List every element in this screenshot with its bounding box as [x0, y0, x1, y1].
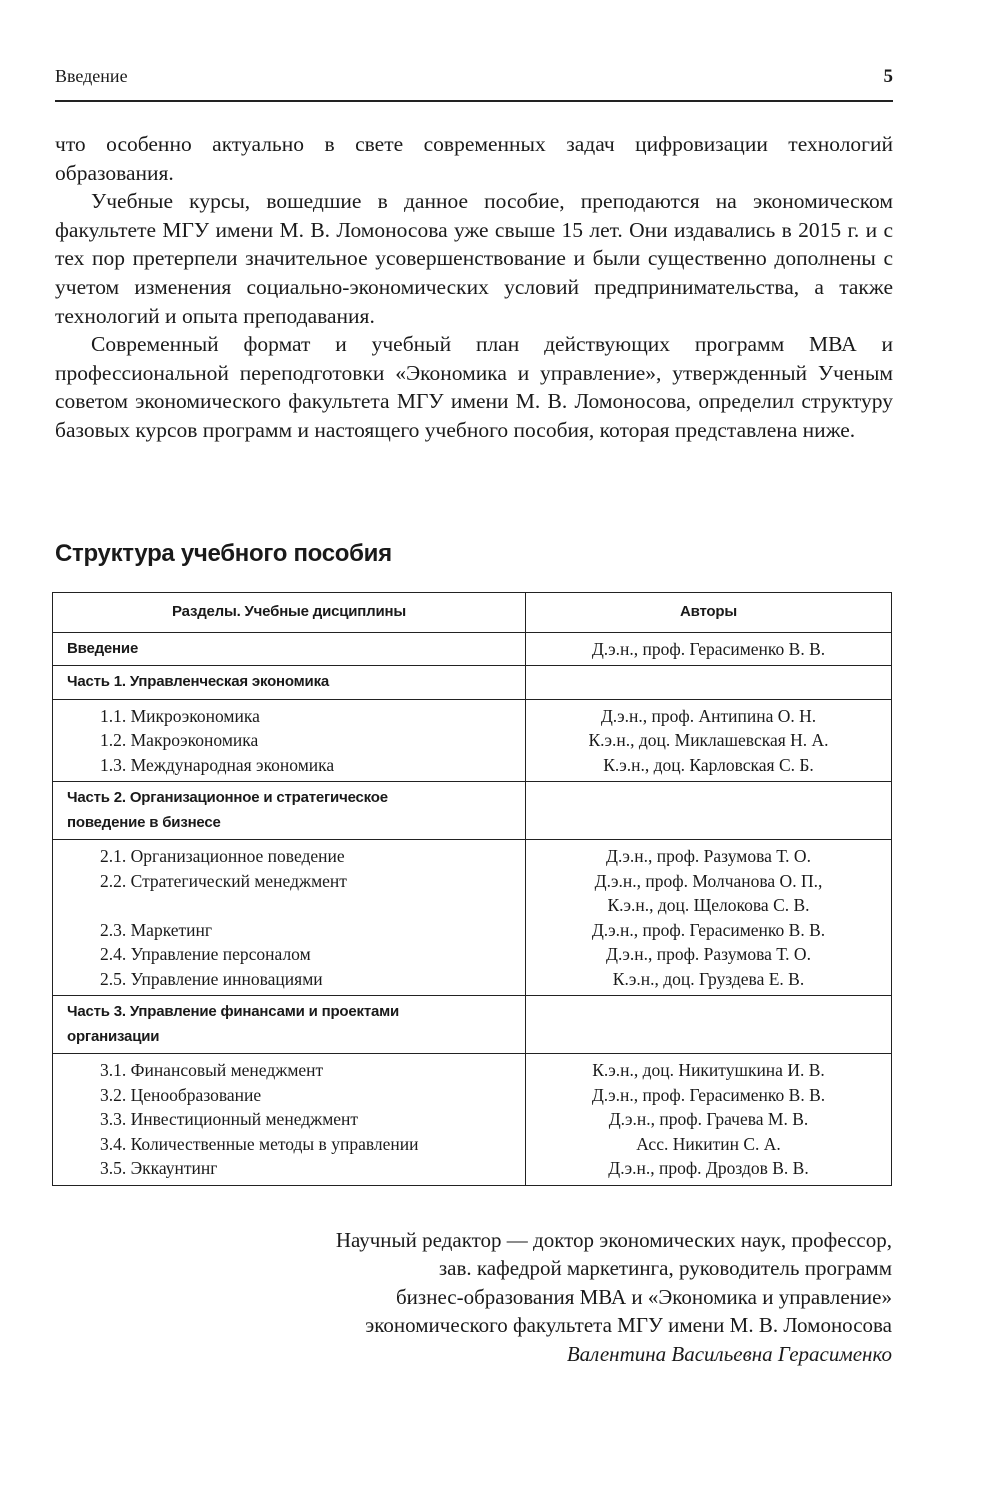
section-line: организации [67, 1027, 160, 1045]
section-line: 3.5. Эккаунтинг [100, 1158, 218, 1178]
table-header-row [53, 593, 892, 633]
editor-credit [336, 1226, 892, 1368]
section-line: Часть 2. Организационное и стратегическое [67, 789, 388, 806]
author-line: Д.э.н., проф. Разумова Т. О. [606, 944, 811, 964]
author-line: К.э.н., доц. Груздева Е. В. [612, 968, 805, 989]
section-line: 2.4. Управление персоналом [100, 944, 311, 964]
author-line: К.э.н., доц. Миклашевская Н. А. [588, 730, 829, 750]
section-lines [67, 1000, 511, 1049]
authors-cell [526, 782, 892, 840]
section-line: Введение [67, 639, 139, 657]
authors-cell [526, 632, 892, 666]
author-line: Д.э.н., проф. Молчанова О. П., [594, 870, 823, 891]
author-line: Д.э.н., проф. Разумова Т. О. [606, 846, 811, 866]
section-lines [67, 1058, 511, 1181]
paragraph: Учебные курсы, вошедшие в данное пособие, преподаются на экономическом факультете МГУ имени М. В. Ломоносова уже свыше 15 лет. Они издавались в 2015 г. и с тех пор претерпели значительное усовершенствование и были существенно дополнены с учетом изменения социально-экономических условий предпринимательства, а также технологий и опыта преподавания. [55, 189, 893, 328]
authors-cell [526, 666, 892, 700]
section-lines [67, 670, 511, 695]
column-header-authors: Авторы [526, 593, 892, 633]
table-row-items [53, 1054, 892, 1186]
running-header [55, 66, 893, 102]
author-line: Д.э.н., проф. Герасименко В. В. [591, 1084, 826, 1105]
paragraph: Современный формат и учебный план действующих программ МВА и профессиональной переподготовки «Экономика и управление», утвержденный Ученым советом экономического факультета МГУ имени М. В. Ломоносова, определил структуру базовых курсов программ и настоящего учебного пособия, которая представлена ниже. [55, 332, 893, 442]
section-line: 1.2. Макроэкономика [100, 730, 259, 750]
paragraph: что особенно актуально в свете современных задач цифровизации технологий образования. [55, 132, 893, 185]
author-line: Д.э.н., проф. Герасименко В. В. [591, 638, 826, 659]
body-text [55, 130, 893, 445]
author-lines [540, 786, 877, 811]
authors-cell [526, 996, 892, 1054]
section-cell [53, 840, 526, 996]
author-lines [540, 1000, 877, 1025]
editor-line: Научный редактор — доктор экономических наук, профессор, [335, 1228, 892, 1252]
author-lines [540, 1058, 877, 1181]
section-cell [53, 666, 526, 700]
section-lines [67, 786, 511, 835]
author-line: Д.э.н., проф. Герасименко В. В. [591, 919, 826, 940]
table-row-part [53, 666, 892, 700]
editor-name: Валентина Васильевна Герасименко [566, 1341, 892, 1366]
author-lines [540, 844, 877, 991]
author-line: Д.э.н., проф. Антипина О. Н. [600, 705, 817, 726]
section-line: 2.2. Стратегический менеджмент [100, 870, 347, 891]
editor-line: зав. кафедрой маркетинга, руководитель программ [438, 1256, 892, 1281]
section-lines [67, 704, 511, 778]
author-lines [540, 670, 877, 695]
section-line: 2.3. Маркетинг [100, 919, 213, 940]
running-header-title: Введение [55, 66, 128, 86]
structure-table [52, 592, 892, 1186]
author-line: К.э.н., доц. Карловская С. Б. [603, 754, 814, 775]
section-line: Часть 3. Управление финансами и проектами [67, 1003, 400, 1020]
table-row-part [53, 632, 892, 666]
section-cell [53, 782, 526, 840]
author-lines [540, 637, 877, 662]
section-title: Структура учебного пособия [55, 540, 392, 567]
section-lines [67, 637, 511, 662]
table-row-part [53, 782, 892, 840]
author-line: Д.э.н., проф. Дроздов В. В. [608, 1158, 809, 1178]
section-cell [53, 1054, 526, 1186]
section-line: 3.4. Количественные методы в управлении [100, 1133, 419, 1154]
section-cell [53, 632, 526, 666]
column-header-sections: Разделы. Учебные дисциплины [53, 593, 526, 633]
section-line: Часть 1. Управленческая экономика [67, 673, 330, 690]
table-row-items [53, 840, 892, 996]
section-line: 2.1. Организационное поведение [100, 846, 345, 866]
section-line: 1.1. Микроэкономика [100, 705, 260, 726]
table-row-part [53, 996, 892, 1054]
section-cell [53, 996, 526, 1054]
author-line: К.э.н., доц. Никитушкина И. В. [592, 1060, 825, 1080]
page-number: 5 [883, 66, 893, 87]
section-cell [53, 699, 526, 782]
authors-cell [526, 1054, 892, 1186]
author-line: Д.э.н., проф. Грачева М. В. [608, 1109, 809, 1129]
editor-line: экономического факультета МГУ имени М. В. Ломоносова [365, 1313, 892, 1338]
section-line: поведение в бизнесе [67, 813, 221, 831]
author-lines [540, 704, 877, 778]
authors-cell [526, 699, 892, 782]
section-line: 1.3. Международная экономика [100, 754, 335, 775]
section-line: 3.3. Инвестиционный менеджмент [100, 1109, 359, 1129]
table-row-items [53, 699, 892, 782]
authors-cell [526, 840, 892, 996]
editor-line: бизнес-образования МВА и «Экономика и управление» [395, 1284, 892, 1309]
section-line: 3.1. Финансовый менеджмент [100, 1060, 324, 1080]
section-lines [67, 844, 511, 991]
section-line [100, 893, 511, 918]
section-line: 2.5. Управление инновациями [100, 968, 323, 989]
author-line: Асс. Никитин С. А. [636, 1133, 781, 1154]
author-line: К.э.н., доц. Щелокова С. В. [607, 895, 810, 915]
section-line: 3.2. Ценообразование [100, 1084, 262, 1105]
